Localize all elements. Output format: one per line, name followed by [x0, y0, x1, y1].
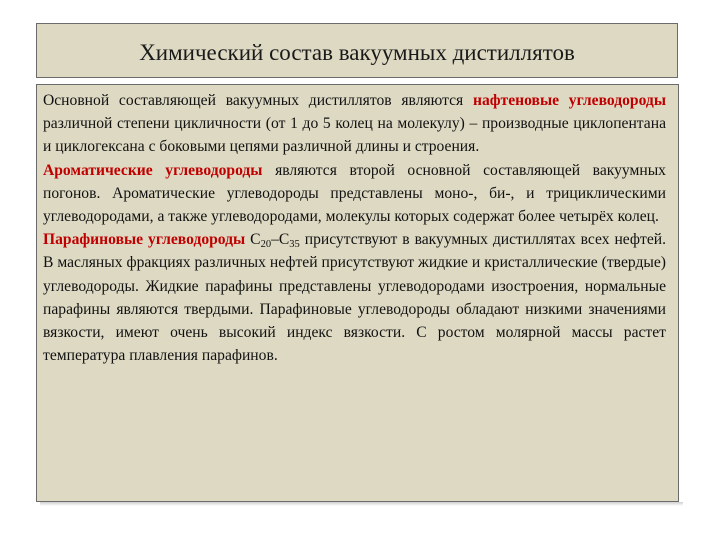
paragraph-aromatic: [43, 159, 666, 229]
slide-title: Химический состав вакуумных дистиллятов: [139, 39, 575, 65]
formula-carbon-start: C: [245, 231, 261, 249]
paragraph-body-text: являются второй основной составляющей вакуумных погонов. Ароматические углеводороды представлены моно-, би-, и трициклическими углеводородами, а также углеводородами, молекулы которых содержат более четырёх колец.: [43, 161, 666, 226]
formula-subscript-35: 35: [289, 239, 300, 251]
term-aromatic-hydrocarbons: Ароматические углеводороды: [43, 161, 263, 179]
formula-subscript-20: 20: [260, 239, 272, 251]
paragraph-body-text: присутствуют в вакуумных дистиллятах всех нефтей. В масляных фракциях различных нефтей присутствуют жидкие и кристаллические (твердые) углеводороды. Жидкие парафины представлены углеводородами изостроения, нормальные парафины являются твердыми. Парафиновые углеводороды обладают низкими значениями вязкости, имеют очень высокий индекс вязкости. С ростом молярной массы растет температура плавления парафинов.: [43, 231, 666, 365]
term-naphthenic-hydrocarbons: нафтеновые углеводороды: [472, 92, 666, 109]
content-panel: [36, 84, 679, 502]
panel-shadow: [40, 502, 683, 506]
paragraph-naphthenic: [43, 89, 666, 159]
paragraph-paraffinic: [43, 228, 666, 367]
paragraph-body-text: различной степени цикличности (от 1 до 5 колец на молекулу) – производные циклопентана и циклогексана с боковыми цепями различной длины и строения.: [43, 115, 666, 156]
formula-carbon-end: –C: [271, 231, 290, 249]
slide-title-box: [36, 23, 678, 78]
term-paraffinic-hydrocarbons: Парафиновые углеводороды: [43, 231, 246, 249]
paragraph-intro-text: Основной составляющей вакуумных дистиллятов являются: [43, 92, 473, 109]
